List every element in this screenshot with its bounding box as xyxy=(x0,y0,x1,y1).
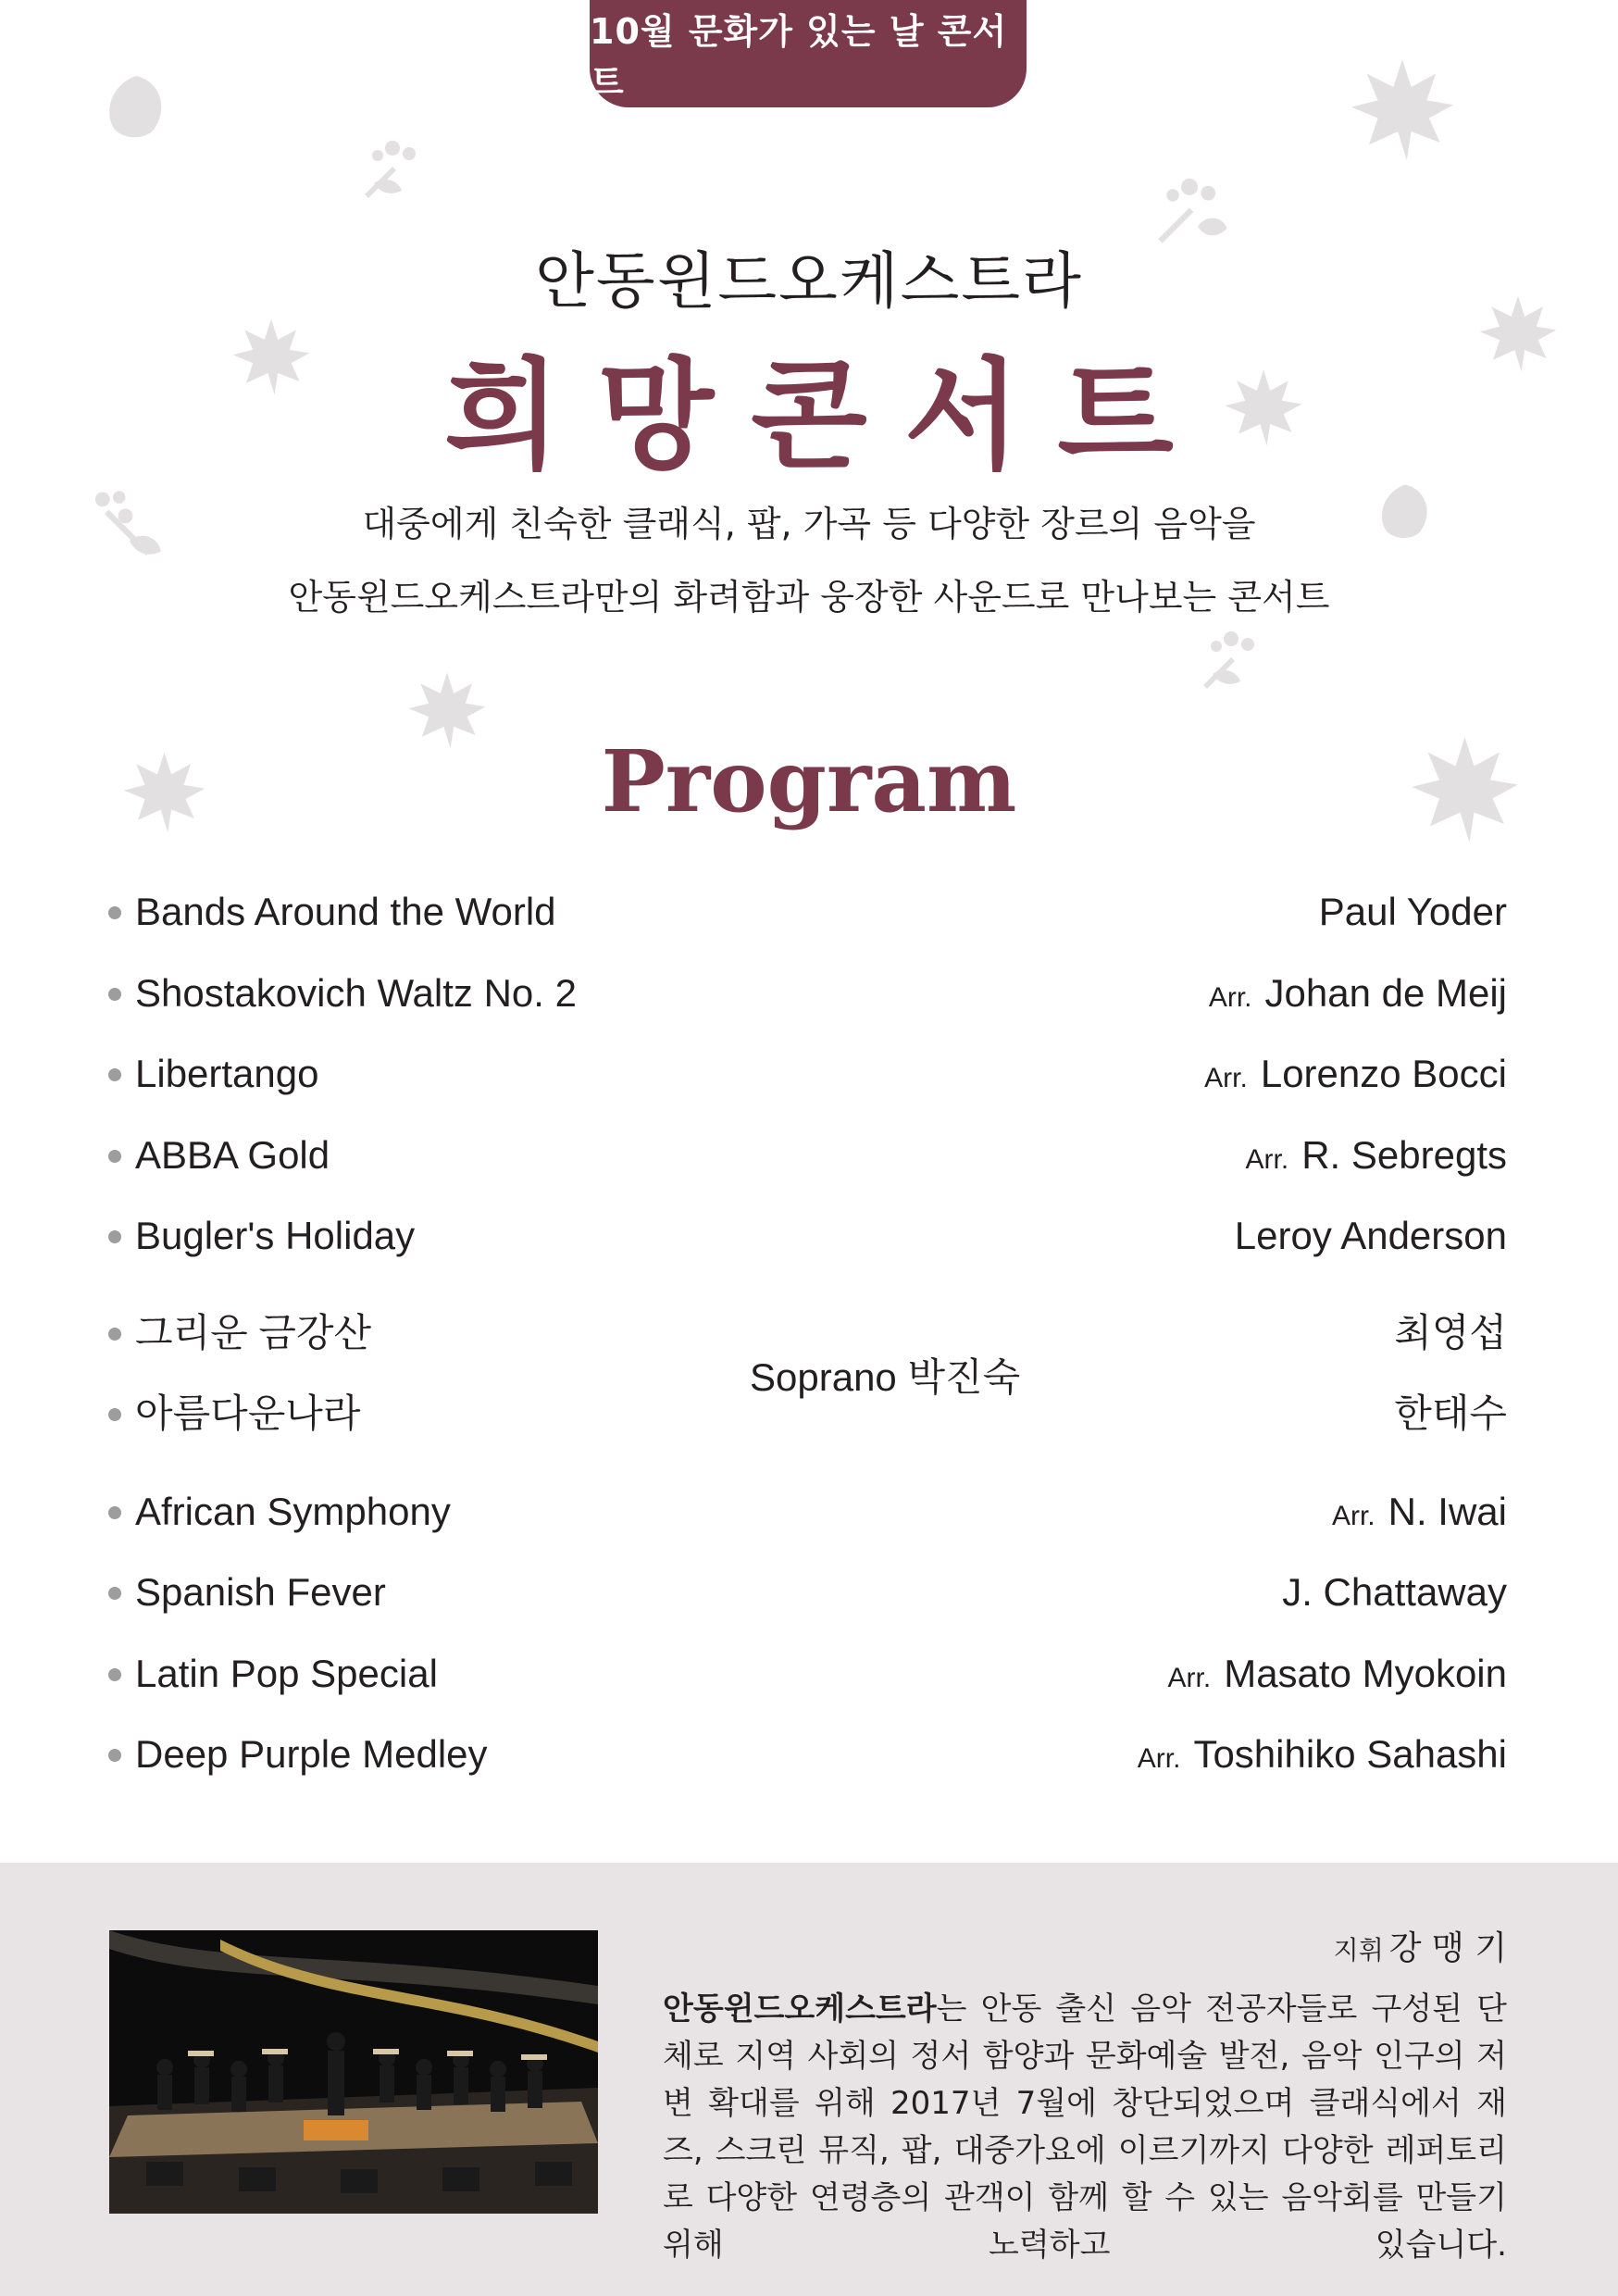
composer: 최영섭 xyxy=(1394,1311,1507,1354)
program-item xyxy=(0,1646,1618,1702)
composer: Arr. Lorenzo Bocci xyxy=(1204,1052,1507,1095)
program-item xyxy=(0,1484,1618,1540)
maple-leaf-icon xyxy=(1347,54,1458,165)
bullet-icon xyxy=(108,1068,121,1081)
berry-sprig-icon xyxy=(355,139,429,204)
bullet-icon xyxy=(108,1506,121,1519)
piece-title: Latin Pop Special xyxy=(135,1652,438,1695)
conductor-credit: 지휘 강 맹 기 xyxy=(1333,1929,1507,1967)
piece-title: 아름다운나라 xyxy=(135,1391,361,1435)
orchestra-photo xyxy=(109,1930,598,2214)
piece-title: Shostakovich Waltz No. 2 xyxy=(135,971,577,1015)
program-item xyxy=(0,1208,1618,1264)
composer: Arr. R. Sebregts xyxy=(1245,1133,1507,1177)
event-banner: 10월 문화가 있는 날 콘서트 xyxy=(590,0,1027,107)
composer: Arr. Toshihiko Sahashi xyxy=(1137,1732,1507,1776)
berry-sprig-icon xyxy=(1194,630,1268,694)
piece-title: Bugler's Holiday xyxy=(135,1214,416,1257)
piece-title: Libertango xyxy=(135,1052,319,1095)
program-item xyxy=(0,1565,1618,1620)
bullet-icon xyxy=(108,1587,121,1600)
program-item xyxy=(0,1046,1618,1102)
bullet-icon xyxy=(108,988,121,1001)
org-name-bold: 안동윈드오케스트라 xyxy=(663,1990,937,2028)
bullet-icon xyxy=(108,1150,121,1163)
composer: Arr. Johan de Meij xyxy=(1208,971,1507,1015)
program-item xyxy=(0,1128,1618,1183)
stage-illustration xyxy=(109,1930,598,2214)
composer: Arr. Masato Myokoin xyxy=(1167,1652,1507,1695)
bullet-icon xyxy=(108,1230,121,1243)
piece-title: Deep Purple Medley xyxy=(135,1732,488,1776)
composer: Paul Yoder xyxy=(1318,890,1507,933)
piece-title: Bands Around the World xyxy=(135,890,556,933)
soloist-label: Soprano 박진숙 xyxy=(750,1355,1021,1399)
bullet-icon xyxy=(108,1668,121,1681)
intro-line-2: 안동윈드오케스트라만의 화려함과 웅장한 사운드로 만나보는 콘서트 xyxy=(288,577,1330,618)
about-text xyxy=(663,1986,1507,2269)
program-item xyxy=(0,966,1618,1021)
bullet-icon xyxy=(108,1749,121,1762)
leaf-icon xyxy=(104,72,168,143)
program-heading: Program xyxy=(601,731,1017,831)
composer: Leroy Anderson xyxy=(1234,1214,1507,1257)
orchestra-name: 안동윈드오케스트라 xyxy=(535,245,1083,317)
piece-title: African Symphony xyxy=(135,1490,451,1533)
bullet-icon xyxy=(108,1328,121,1341)
composer: 한태수 xyxy=(1394,1391,1507,1435)
program-item xyxy=(0,884,1618,940)
piece-title: Spanish Fever xyxy=(135,1570,386,1614)
piece-title: 그리운 금강산 xyxy=(135,1311,372,1354)
piece-title: ABBA Gold xyxy=(135,1133,330,1177)
composer: Arr. N. Iwai xyxy=(1331,1490,1507,1533)
intro-line-1: 대중에게 친숙한 클래식, 팝, 가곡 등 다양한 장르의 음악을 xyxy=(362,504,1256,544)
program-item xyxy=(0,1727,1618,1782)
about-body: 는 안동 출신 음악 전공자들로 구성된 단체로 지역 사회의 정서 함양과 문화예술 발전, 음악 인구의 저변 확대를 위해 2017년 7월에 창단되었으며 클래식에서 재즈, 스크린 뮤직, 팝, 대중가요에 이르기까지 다양한 레퍼토리로 다양한 연령층의 관객이 함께 할 수 있는 음악회를 만들기 위해 노력하고 있습니다. xyxy=(663,1990,1507,2264)
composer: J. Chattaway xyxy=(1282,1570,1507,1614)
bullet-icon xyxy=(108,906,121,919)
concert-title: 희망콘서트 xyxy=(444,344,1211,486)
bullet-icon xyxy=(108,1408,121,1421)
